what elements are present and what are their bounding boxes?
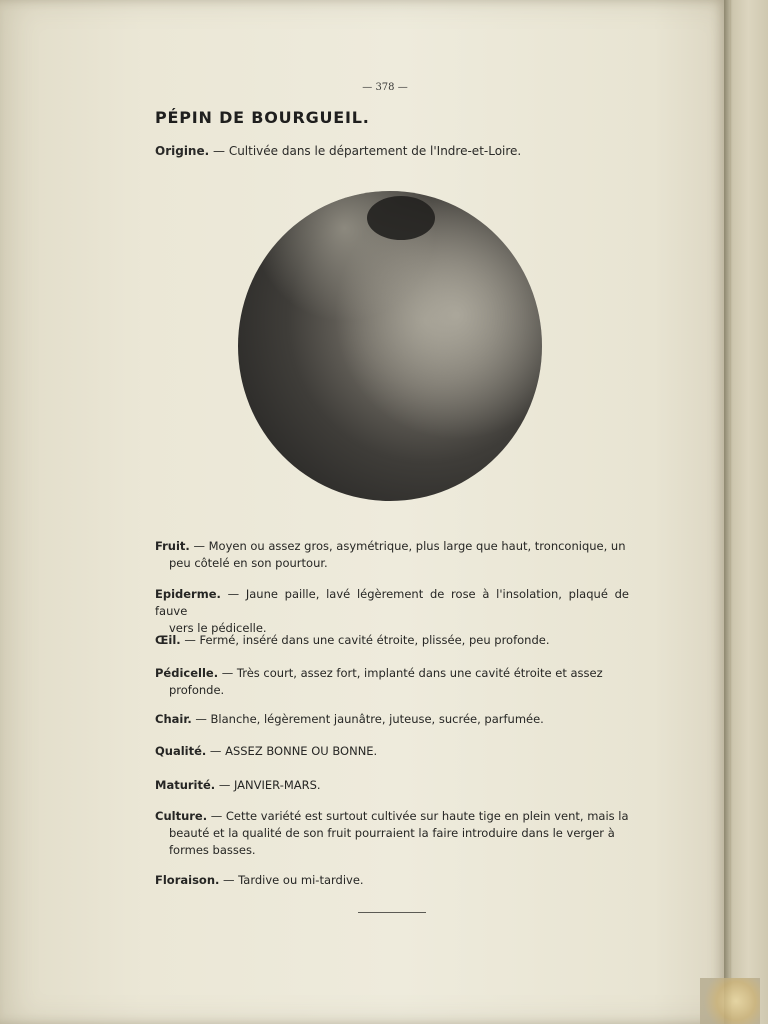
entry-maturite: [155, 777, 629, 794]
entry-text-cont: beauté et la qualité de son fruit pourraient la faire introduire dans le verger à: [169, 826, 615, 840]
entry-epiderme: [155, 586, 629, 637]
end-rule: [358, 912, 426, 913]
entry-label: Culture.: [155, 809, 208, 823]
entry-label: Œil.: [155, 633, 181, 647]
thumbnail-icon: [700, 978, 760, 1024]
entry-text: — ASSEZ BONNE OU BONNE.: [206, 744, 378, 758]
origin-label: Origine.: [155, 144, 210, 158]
entry-chair: [155, 711, 629, 728]
entry-label: Qualité.: [155, 744, 207, 758]
entry-text-cont: profonde.: [169, 683, 225, 697]
entry-oeil: [155, 632, 629, 649]
entry-text: — Fermé, inséré dans une cavité étroite, plissée, peu profonde.: [180, 633, 550, 647]
origin-line: [155, 144, 521, 158]
entry-label: Epiderme.: [155, 587, 221, 601]
entry-label: Fruit.: [155, 539, 190, 553]
entry-text: — Tardive ou mi-tardive.: [219, 873, 364, 887]
page-number: — 378 —: [362, 82, 408, 93]
page-title: PÉPIN DE BOURGUEIL.: [155, 108, 370, 127]
entry-label: Floraison.: [155, 873, 220, 887]
entry-text: — Moyen ou assez gros, asymétrique, plus large que haut, tronconique, un: [189, 539, 626, 553]
origin-text: — Cultivée dans le département de l'Indre-et-Loire.: [209, 144, 522, 158]
entry-label: Pédicelle.: [155, 666, 219, 680]
entry-text: — JANVIER-MARS.: [215, 778, 321, 792]
entry-text: — Jaune paille, lavé légèrement de rose à l'insolation, plaqué de fauve: [155, 587, 629, 618]
entry-label: Chair.: [155, 712, 192, 726]
apple-photo-icon: [237, 188, 545, 502]
entry-fruit: [155, 538, 629, 572]
entry-qualite: [155, 743, 629, 760]
entry-text-cont: formes basses.: [169, 843, 256, 857]
entry-label: Maturité.: [155, 778, 216, 792]
page-edge: [730, 0, 731, 1024]
entry-text: — Très court, assez fort, implanté dans une cavité étroite et assez: [218, 666, 603, 680]
entry-text: — Cette variété est surtout cultivée sur haute tige en plein vent, mais la: [207, 809, 629, 823]
entry-text: — Blanche, légèrement jaunâtre, juteuse, sucrée, parfumée.: [191, 712, 544, 726]
entry-pedicelle: [155, 665, 629, 699]
entry-floraison: [155, 872, 629, 889]
entry-text-cont: vers le pédicelle.: [169, 621, 267, 635]
entry-culture: [155, 808, 629, 859]
entry-text-cont: peu côtelé en son pourtour.: [169, 556, 328, 570]
